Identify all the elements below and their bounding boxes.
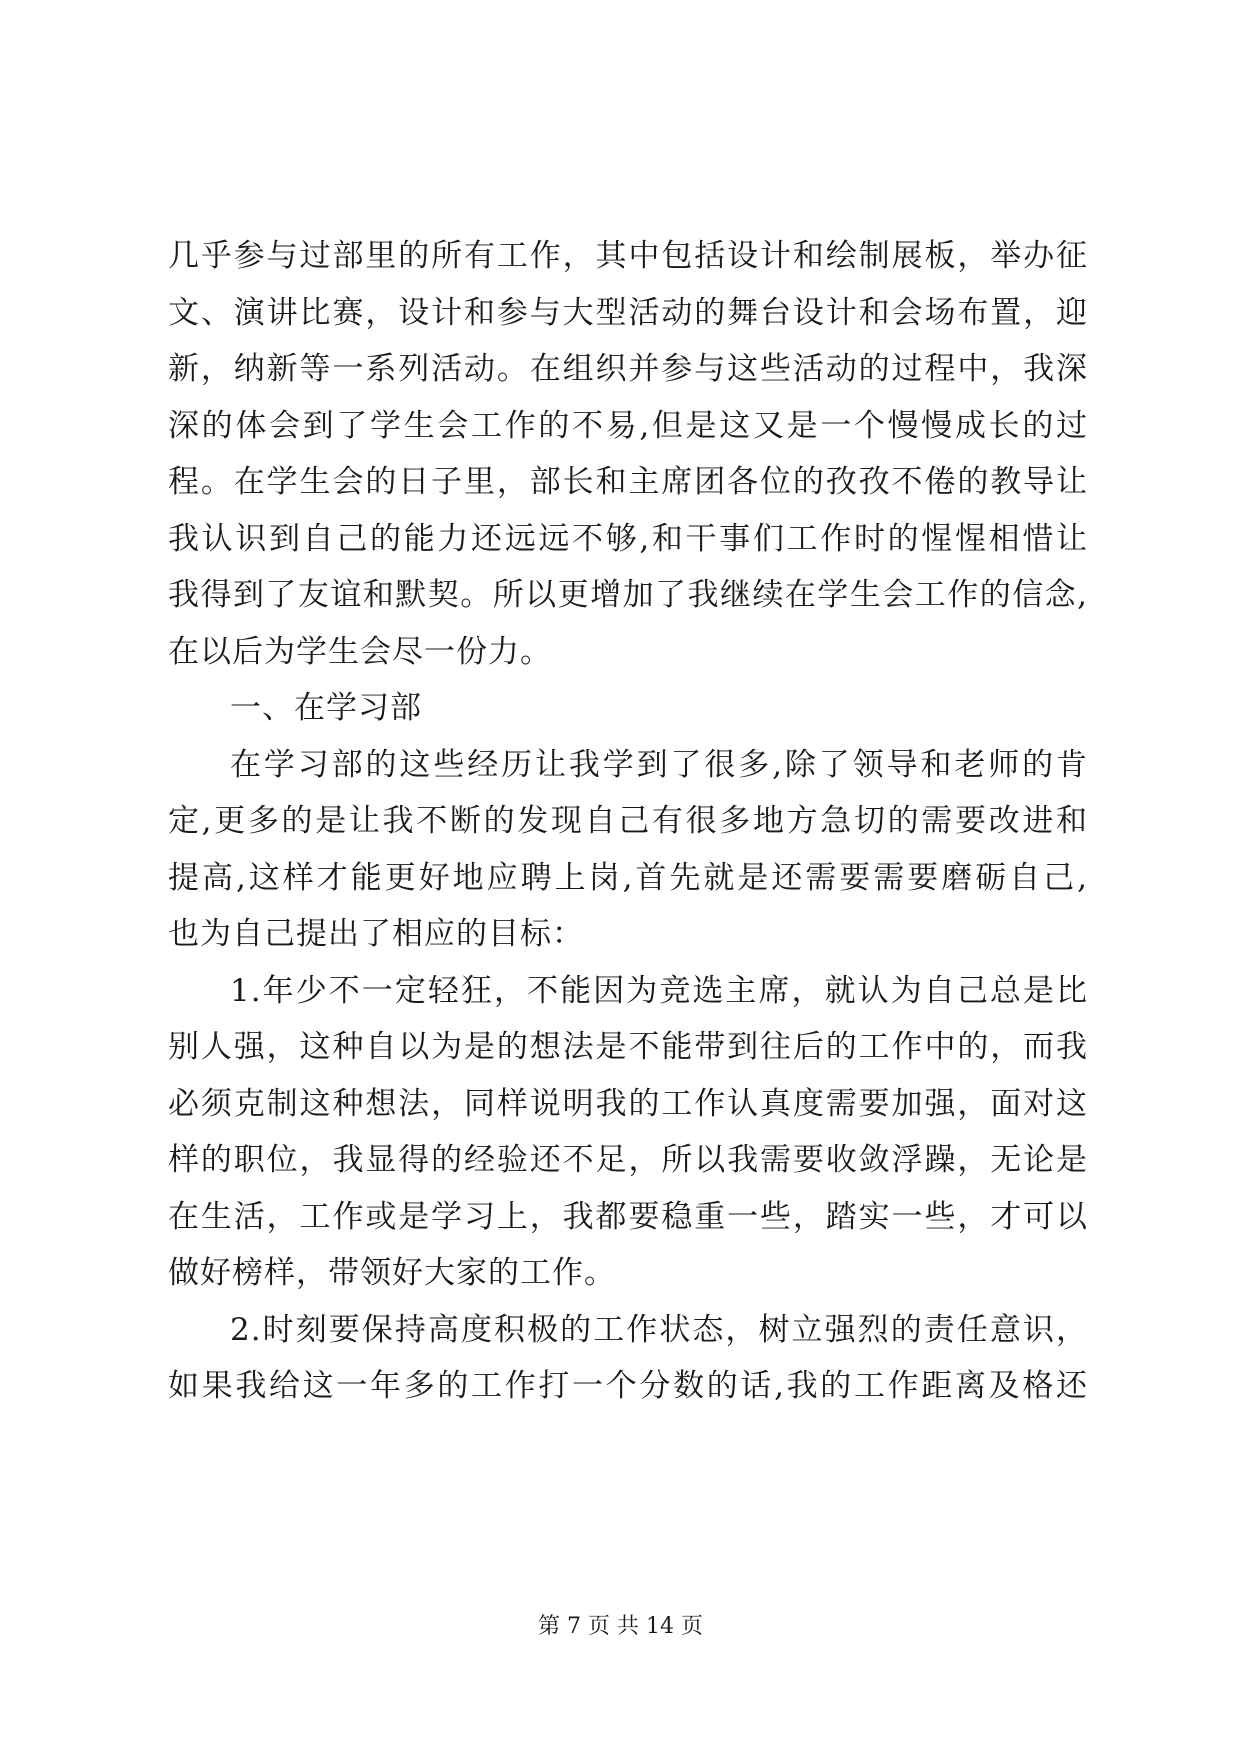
text-line: 也为自己提出了相应的目标： <box>168 916 584 952</box>
text-line: 必须克制这种想法，同样说明我的工作认真度需要加强，面对这 <box>168 1085 1088 1122</box>
text-line: 文、演讲比赛，设计和参与大型活动的舞台设计和会场布置，迎 <box>168 294 1088 331</box>
text-line: 1.年少不一定轻狂，不能因为竞选主席，就认为自己总是比 <box>230 972 1088 1009</box>
text-line: 新，纳新等一系列活动。在组织并参与这些活动的过程中，我深 <box>168 351 1088 387</box>
text-line: 在学习部的这些经历让我学到了很多,除了领导和老师的肯 <box>230 746 1088 783</box>
text-line: 如果我给这一年多的工作打一个分数的话,我的工作距离及格还 <box>168 1368 1088 1404</box>
text-line: 程。在学生会的日子里，部长和主席团各位的孜孜不倦的教导让 <box>168 464 1088 500</box>
text-line: 做好榜样，带领好大家的工作。 <box>168 1255 616 1291</box>
text-line: 几乎参与过部里的所有工作，其中包括设计和绘制展板，举办征 <box>168 238 1088 274</box>
text-line: 一、在学习部 <box>230 690 422 726</box>
text-line: 提高,这样才能更好地应聘上岗,首先就是还需要需要磨砺自己, <box>168 859 1088 896</box>
text-line: 样的职位，我显得的经验还不足，所以我需要收敛浮躁，无论是 <box>168 1142 1088 1178</box>
text-line: 深的体会到了学生会工作的不易,但是这又是一个慢慢成长的过 <box>168 407 1088 444</box>
text-line: 定,更多的是让我不断的发现自己有很多地方急切的需要改进和 <box>168 803 1088 839</box>
text-line: 在以后为学生会尽一份力。 <box>168 633 552 670</box>
page-footer: 第 7 页 共 14 页 <box>538 1614 703 1639</box>
text-line: 2.时刻要保持高度积极的工作状态，树立强烈的责任意识， <box>230 1311 1088 1348</box>
text-line: 在生活，工作或是学习上，我都要稳重一些，踏实一些，才可以 <box>168 1198 1088 1235</box>
body-text <box>168 228 1088 1415</box>
text-line: 我得到了友谊和默契。所以更增加了我继续在学生会工作的信念, <box>168 577 1088 613</box>
text-line: 别人强，这种自以为是的想法是不能带到往后的工作中的，而我 <box>168 1029 1088 1065</box>
text-line: 我认识到自己的能力还远远不够,和干事们工作时的惺惺相惜让 <box>168 520 1088 557</box>
